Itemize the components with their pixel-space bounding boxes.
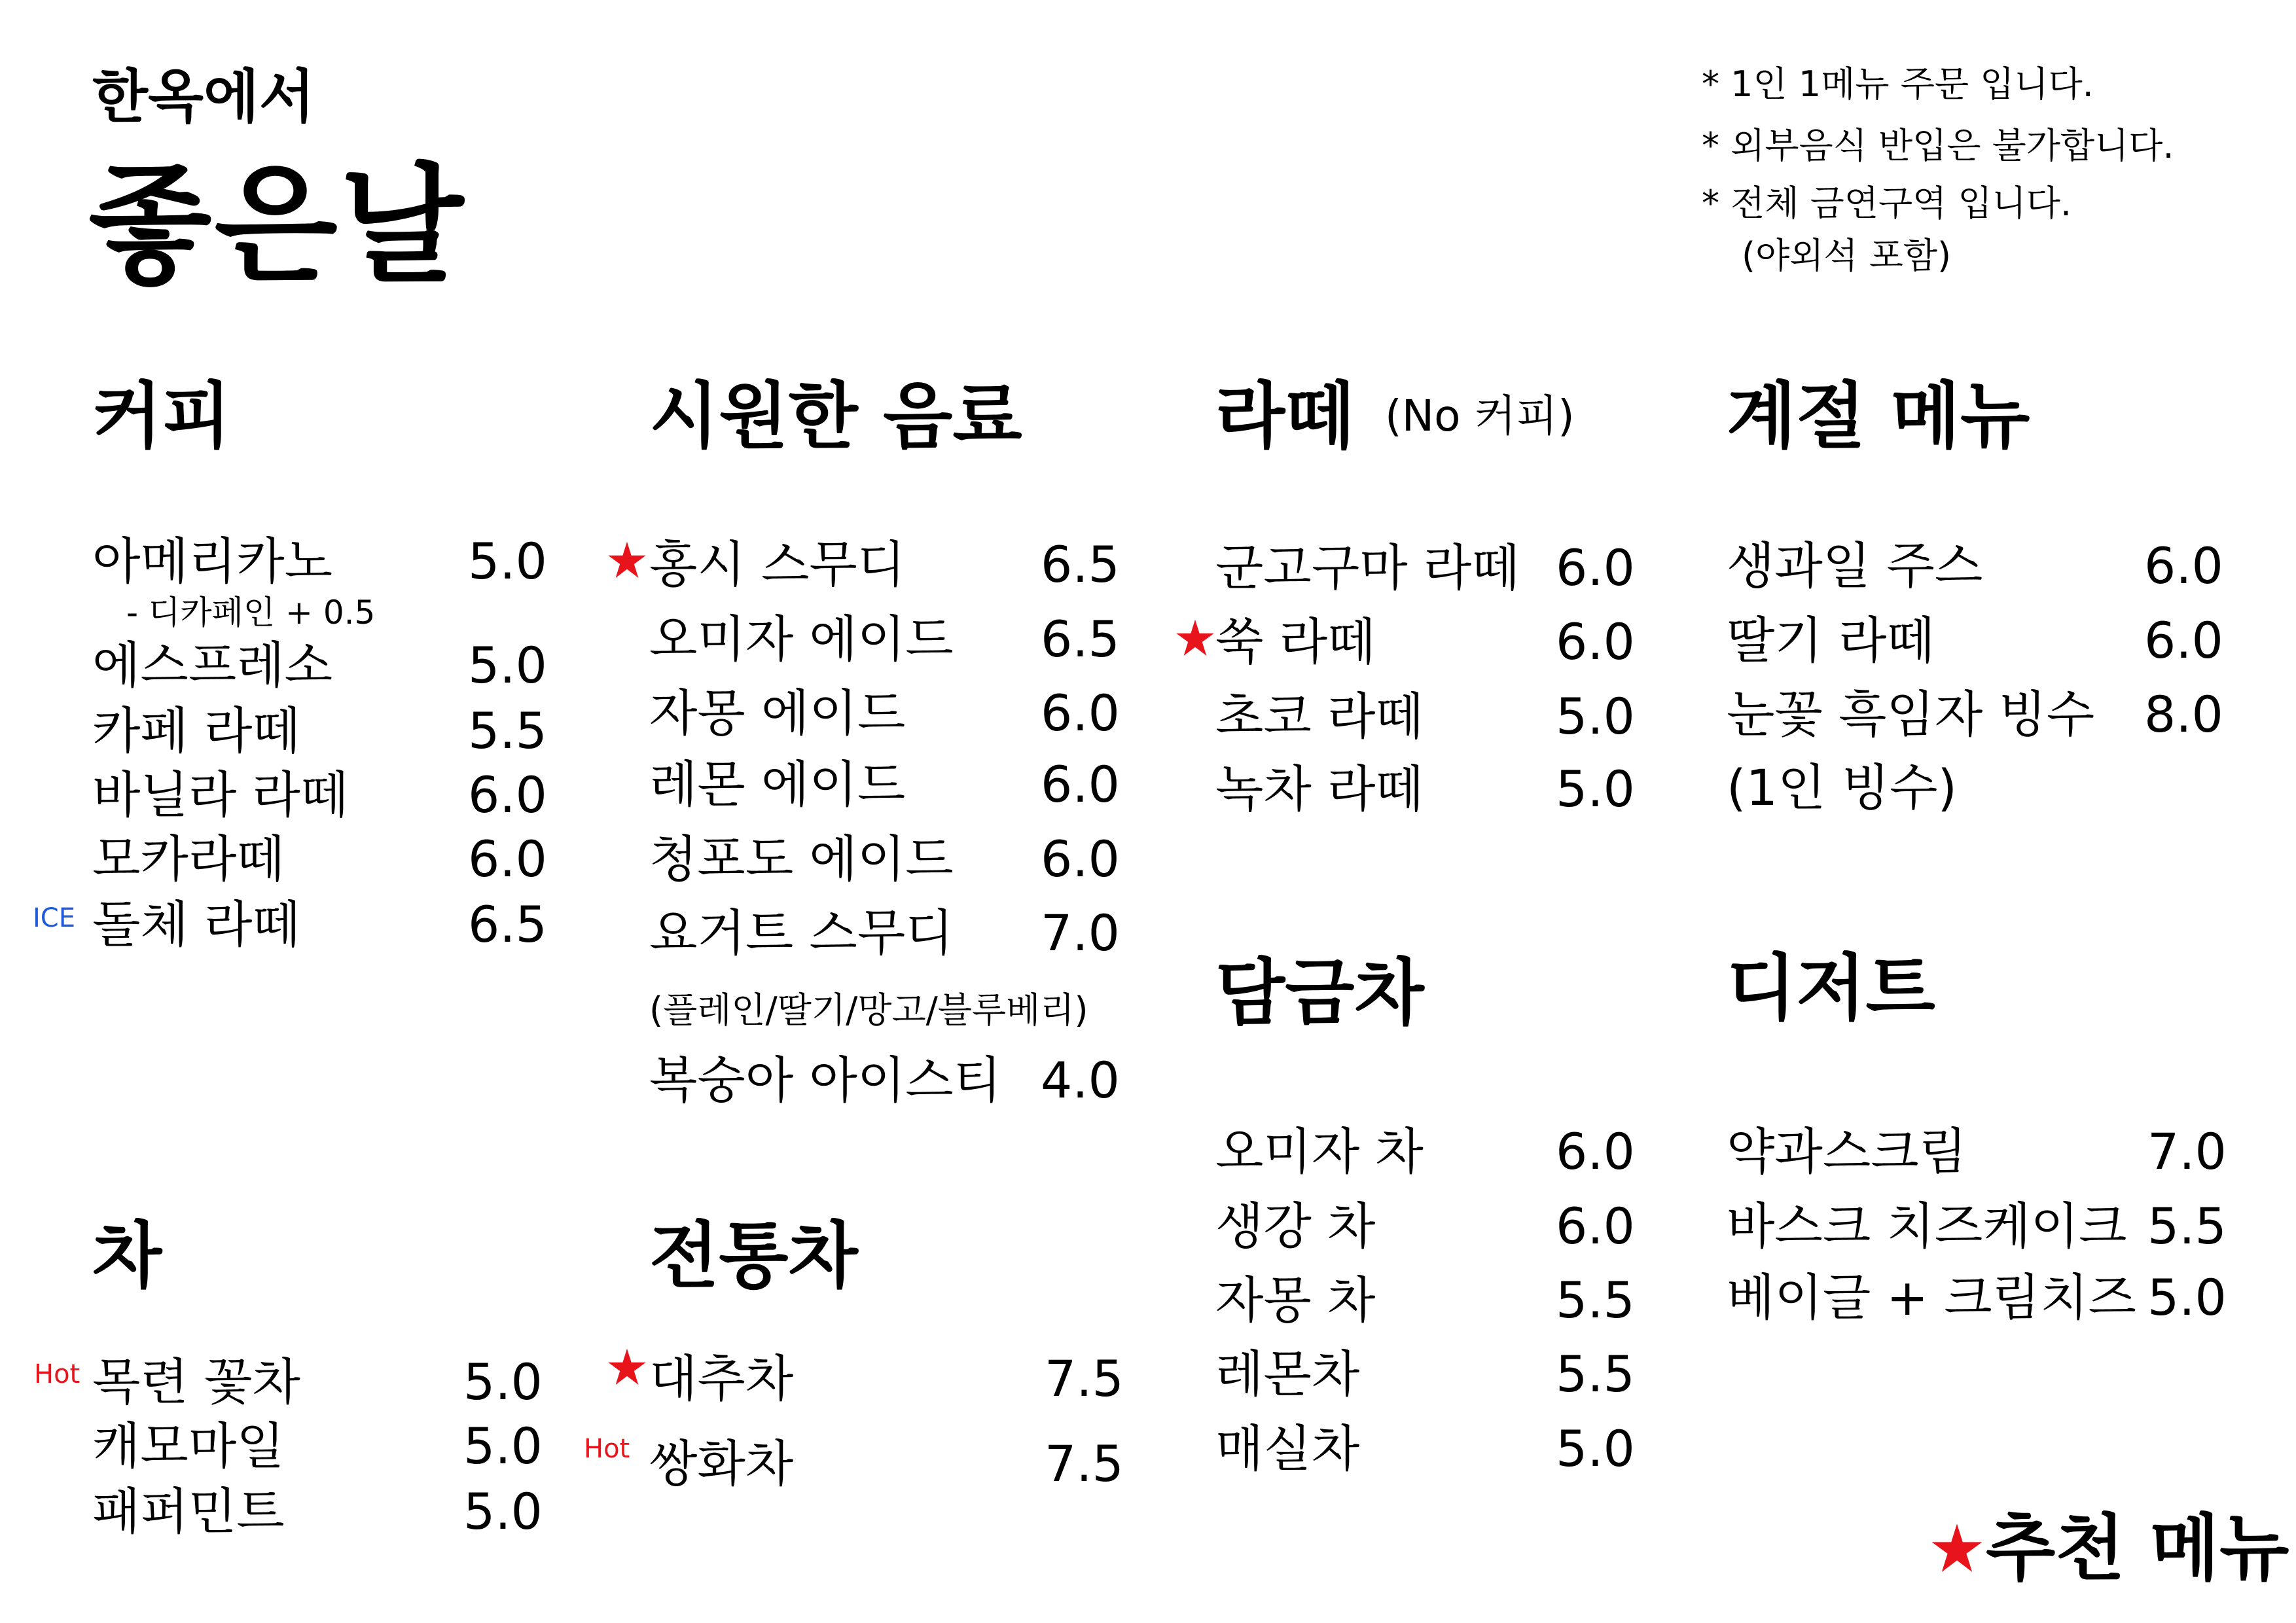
item-price: 6.0: [1556, 613, 1635, 671]
menu-item: [1215, 757, 1635, 822]
item-name: 눈꽃 흑임자 빙수: [1727, 685, 2095, 743]
item-price: 6.5: [1041, 535, 1120, 594]
menu-item: [1215, 1416, 1635, 1482]
menu-item: [92, 827, 547, 892]
item-name: 생강 차: [1215, 1197, 1376, 1255]
menu-item: [92, 1349, 543, 1415]
star-icon: [607, 1347, 647, 1387]
menu-item: [1215, 1119, 1635, 1185]
menu-item: [92, 698, 547, 764]
item-price: 7.5: [1045, 1435, 1124, 1493]
item-price: 5.5: [2147, 1197, 2227, 1255]
item-price: 6.0: [2144, 537, 2223, 595]
item-name: 오미자 차: [1215, 1122, 1424, 1181]
menu-item: [649, 1431, 1124, 1497]
item-price: 6.0: [468, 830, 547, 888]
bingsu-note: (1인 빙수): [1727, 758, 1958, 817]
item-price: 5.5: [1556, 1345, 1635, 1403]
hot-tag: Hot: [34, 1359, 81, 1389]
star-icon: [1931, 1522, 1983, 1575]
item-price: 6.0: [1556, 1122, 1635, 1181]
item-name: 돌체 라떼: [92, 895, 300, 954]
item-name: 요거트 스무디: [649, 904, 954, 962]
menu-item: [92, 762, 547, 828]
section-title-coffee: 커피: [92, 374, 232, 458]
item-price: 7.5: [1045, 1349, 1124, 1408]
item-name: 바닐라 라떼: [92, 766, 349, 824]
item-price: 5.0: [468, 636, 547, 694]
item-name: 청포도 에이드: [649, 830, 954, 888]
menu-item: [92, 529, 547, 594]
item-price: 6.0: [1041, 755, 1120, 813]
notice-one-menu: * 1인 1메뉴 주문 입니다.: [1702, 63, 2094, 105]
item-name: 에스프레소: [92, 636, 333, 694]
menu-item: [649, 827, 1120, 892]
item-price: 6.0: [468, 766, 547, 824]
item-price: 5.5: [468, 702, 547, 760]
item-name: 생과일 주스: [1727, 537, 1983, 595]
yogurt-flavors-note: (플레인/딸기/망고/블루베리): [649, 990, 1088, 1031]
section-title-traditional-tea: 전통차: [649, 1214, 858, 1298]
cafe-subtitle: 한옥에서: [92, 63, 315, 130]
item-name: 모카라떼: [92, 830, 285, 888]
section-title-infused-tea: 담금차: [1215, 951, 1424, 1035]
item-name: 자몽 차: [1215, 1271, 1376, 1329]
item-name: 레몬차: [1215, 1345, 1360, 1403]
item-price: 6.5: [1041, 610, 1120, 668]
section-title-cold-drinks: 시원한 음료: [649, 374, 1022, 458]
section-subtitle-no-coffee: (No 커피): [1385, 391, 1575, 441]
menu-item: [1727, 1194, 2227, 1259]
item-name: 군고구마 라떼: [1215, 539, 1520, 597]
item-name: 오미자 에이드: [649, 610, 954, 668]
notice-terrace-included: (야외석 포함): [1742, 235, 1952, 276]
item-price: 5.0: [463, 1417, 543, 1475]
decaf-note: - 디카페인 + 0.5: [126, 594, 376, 632]
item-price: 6.0: [1041, 830, 1120, 888]
item-price: 6.0: [1556, 1197, 1635, 1255]
menu-item: [92, 892, 547, 957]
item-name: 베이글 + 크림치즈: [1727, 1268, 2136, 1327]
item-price: 5.0: [1556, 687, 1635, 745]
item-price: 6.5: [468, 895, 547, 954]
item-price: 8.0: [2144, 685, 2223, 743]
ice-tag: ICE: [33, 903, 75, 933]
item-name: 복숭아 아이스티: [649, 1051, 1002, 1109]
menu-item: [92, 1479, 543, 1544]
legend-recommended-label: 추천 메뉴: [1986, 1507, 2289, 1590]
menu-item: [649, 1346, 1124, 1412]
item-name: 레몬 에이드: [649, 755, 906, 813]
menu-item: [1215, 609, 1635, 675]
item-price: 5.0: [1556, 760, 1635, 818]
item-price: 4.0: [1041, 1051, 1120, 1109]
item-price: 6.0: [1556, 539, 1635, 597]
star-icon: [607, 541, 647, 580]
section-title-dessert: 디저트: [1727, 946, 1935, 1030]
item-name: 홍시 스무디: [649, 535, 906, 594]
item-name: 녹차 라떼: [1215, 760, 1424, 818]
item-name: 바스크 치즈케이크: [1727, 1197, 2127, 1255]
item-price: 6.0: [2144, 611, 2223, 669]
menu-item: [649, 901, 1120, 966]
item-name: 자몽 에이드: [649, 684, 906, 742]
menu-item: [1727, 1265, 2227, 1330]
hot-tag: Hot: [584, 1434, 630, 1464]
item-name: 카페 라떼: [92, 702, 300, 760]
item-price: 5.0: [2147, 1268, 2227, 1327]
menu-item: [92, 1414, 543, 1479]
menu-item: [649, 607, 1120, 672]
item-name: 초코 라떼: [1215, 687, 1424, 745]
menu-item: [1215, 684, 1635, 749]
menu-item: [649, 681, 1120, 746]
item-price: 5.0: [463, 1353, 543, 1411]
menu-item: [649, 1048, 1120, 1113]
item-price: 5.0: [468, 532, 547, 590]
menu-item: [1215, 1268, 1635, 1333]
item-name: 목련 꽃차: [92, 1353, 300, 1411]
menu-item: [1727, 608, 2223, 673]
item-price: 5.5: [1556, 1271, 1635, 1329]
menu-item: [92, 633, 547, 698]
menu-item: [1727, 533, 2223, 599]
menu-item: [1727, 682, 2223, 747]
item-name: 쌍화차: [649, 1435, 794, 1493]
menu-item: [649, 752, 1120, 817]
menu-item: [1215, 535, 1635, 601]
item-name: 딸기 라떼: [1727, 611, 1935, 669]
item-name: 패퍼민트: [92, 1482, 285, 1541]
section-title-latte: 라떼: [1215, 374, 1355, 458]
star-icon: [1175, 618, 1215, 658]
item-price: 6.0: [1041, 684, 1120, 742]
item-name: 약과스크림: [1727, 1122, 1967, 1181]
item-price: 7.0: [2147, 1122, 2227, 1181]
menu-item: [1727, 1119, 2227, 1185]
cafe-title: 좋은날: [88, 151, 467, 300]
item-name: 캐모마일: [92, 1417, 285, 1475]
menu-item: [1215, 1194, 1635, 1259]
item-name: 쑥 라떼: [1215, 613, 1376, 671]
menu-item: [649, 532, 1120, 597]
section-title-tea: 차: [92, 1214, 162, 1298]
item-name: 매실차: [1215, 1419, 1360, 1478]
notice-no-outside-food: * 외부음식 반입은 불가합니다.: [1702, 125, 2174, 166]
item-name: 아메리카노: [92, 532, 333, 590]
menu-item: [1215, 1342, 1635, 1407]
item-price: 5.0: [1556, 1419, 1635, 1478]
section-title-seasonal: 계절 메뉴: [1727, 374, 2030, 458]
notice-no-smoking: * 전체 금연구역 입니다.: [1702, 183, 2072, 224]
item-price: 5.0: [463, 1482, 543, 1541]
item-name: 대추차: [649, 1349, 794, 1408]
item-price: 7.0: [1041, 904, 1120, 962]
